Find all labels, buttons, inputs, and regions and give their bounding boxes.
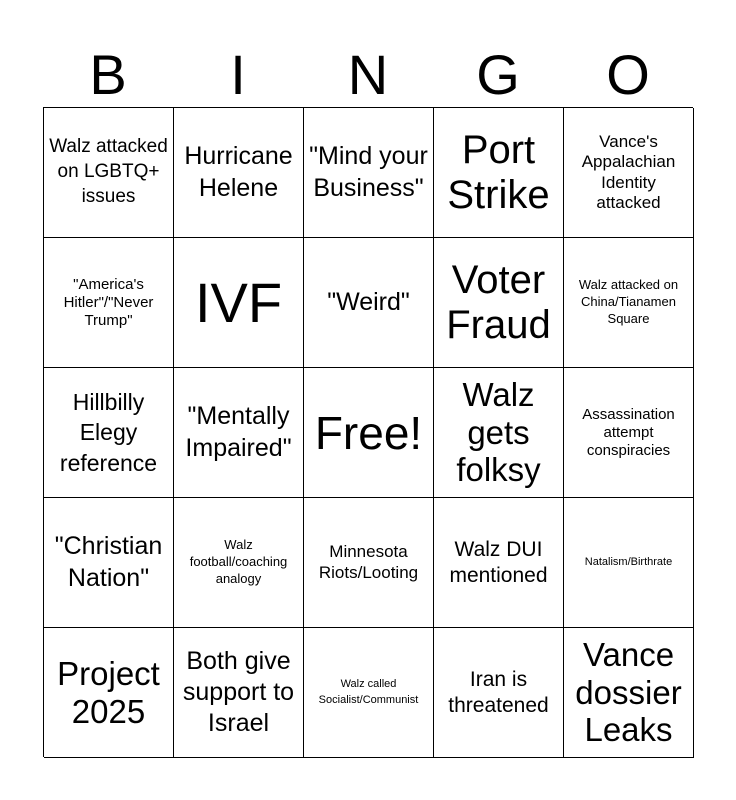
header-letter-o: O xyxy=(606,43,650,106)
bingo-cell[interactable]: IVF xyxy=(174,238,304,368)
header-letter-n: N xyxy=(347,43,389,106)
free-space[interactable]: Free! xyxy=(304,368,434,498)
bingo-cell[interactable]: Vance's Appalachian Identity attacked xyxy=(564,108,694,238)
header-letter-g: G xyxy=(476,43,520,106)
bingo-cell[interactable]: "Mind your Business" xyxy=(304,108,434,238)
bingo-cell[interactable]: Walz gets folksy xyxy=(434,368,564,498)
bingo-cell[interactable]: "Mentally Impaired" xyxy=(174,368,304,498)
bingo-cell[interactable]: Walz attacked on LGBTQ+ issues xyxy=(44,108,174,238)
bingo-cell[interactable]: Iran is threatened xyxy=(434,628,564,758)
bingo-cell[interactable]: Natalism/Birthrate xyxy=(564,498,694,628)
bingo-cell[interactable]: Minnesota Riots/Looting xyxy=(304,498,434,628)
bingo-cell[interactable]: Assassination attempt conspiracies xyxy=(564,368,694,498)
bingo-cell[interactable]: Hurricane Helene xyxy=(174,108,304,238)
bingo-cell[interactable]: Hillbilly Elegy reference xyxy=(44,368,174,498)
bingo-cell[interactable]: Port Strike xyxy=(434,108,564,238)
bingo-header xyxy=(43,44,693,106)
bingo-cell[interactable]: Vance dossier Leaks xyxy=(564,628,694,758)
bingo-cell[interactable]: Walz called Socialist/Communist xyxy=(304,628,434,758)
bingo-cell[interactable]: Walz attacked on China/Tianamen Square xyxy=(564,238,694,368)
bingo-cell[interactable]: "Christian Nation" xyxy=(44,498,174,628)
bingo-cell[interactable]: "America's Hitler"/"Never Trump" xyxy=(44,238,174,368)
bingo-cell[interactable]: "Weird" xyxy=(304,238,434,368)
bingo-board xyxy=(43,107,693,757)
bingo-cell[interactable]: Project 2025 xyxy=(44,628,174,758)
header-letter-b: B xyxy=(89,43,127,106)
bingo-cell[interactable]: Walz football/coaching analogy xyxy=(174,498,304,628)
bingo-cell[interactable]: Both give support to Israel xyxy=(174,628,304,758)
header-letter-i: I xyxy=(230,43,246,106)
bingo-cell[interactable]: Voter Fraud xyxy=(434,238,564,368)
bingo-cell[interactable]: Walz DUI mentioned xyxy=(434,498,564,628)
